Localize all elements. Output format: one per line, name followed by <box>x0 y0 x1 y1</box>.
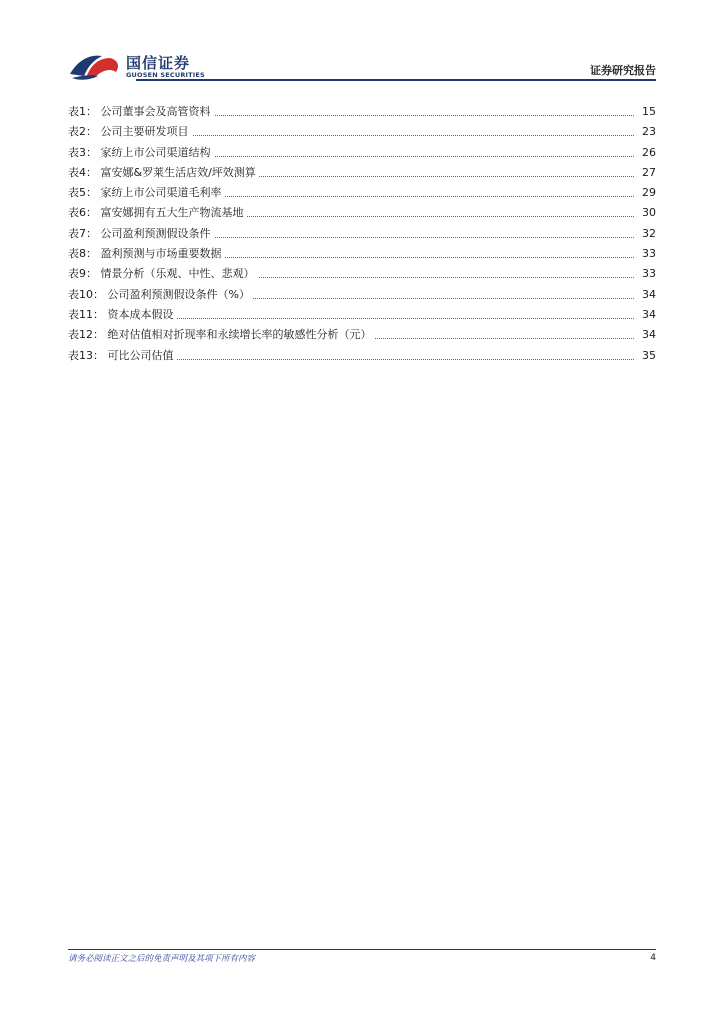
report-type-label: 证券研究报告 <box>590 64 656 77</box>
toc-entry[interactable] <box>68 163 656 183</box>
toc-entry[interactable] <box>68 325 656 345</box>
toc-entry[interactable] <box>68 305 656 325</box>
toc-entry[interactable] <box>68 203 656 223</box>
guosen-logo-icon <box>68 52 122 82</box>
page-number: 4 <box>650 953 656 963</box>
table-of-contents <box>68 102 656 366</box>
toc-entry[interactable] <box>68 346 656 366</box>
toc-entry[interactable] <box>68 244 656 264</box>
toc-entry[interactable] <box>68 143 656 163</box>
toc-entry[interactable] <box>68 285 656 305</box>
toc-entry-label[interactable]: 表3： 家纺上市公司渠道结构 <box>68 143 214 163</box>
toc-entry-label[interactable]: 表4： 富安娜&罗莱生活店效/坪效测算 <box>68 163 259 183</box>
toc-entry[interactable] <box>68 183 656 203</box>
toc-entry-label[interactable]: 表2： 公司主要研发项目 <box>68 122 192 142</box>
toc-entry-label[interactable]: 表8： 盈利预测与市场重要数据 <box>68 244 225 264</box>
toc-entry-label[interactable]: 表6： 富安娜拥有五大生产物流基地 <box>68 203 247 223</box>
toc-entry[interactable] <box>68 264 656 284</box>
footer-disclaimer: 请务必阅读正文之后的免责声明及其项下所有内容 <box>68 954 256 964</box>
toc-entry[interactable] <box>68 122 656 142</box>
toc-entry-page[interactable]: 27 <box>639 163 656 183</box>
toc-entry-page[interactable]: 32 <box>639 224 656 244</box>
toc-entry-page[interactable]: 34 <box>639 305 656 325</box>
toc-entry-page[interactable]: 15 <box>639 102 656 122</box>
toc-entry-label[interactable]: 表5： 家纺上市公司渠道毛利率 <box>68 183 225 203</box>
toc-entry-page[interactable]: 33 <box>639 264 656 284</box>
toc-entry-page[interactable]: 34 <box>639 325 656 345</box>
toc-entry-label[interactable]: 表10： 公司盈利预测假设条件（%） <box>68 285 253 305</box>
toc-entry-page[interactable]: 33 <box>639 244 656 264</box>
header-divider <box>136 79 656 81</box>
toc-entry-page[interactable]: 23 <box>639 122 656 142</box>
toc-entry-page[interactable]: 35 <box>639 346 656 366</box>
toc-entry-label[interactable]: 表7： 公司盈利预测假设条件 <box>68 224 214 244</box>
toc-entry-label[interactable]: 表12： 绝对估值相对折现率和永续增长率的敏感性分析（元） <box>68 325 375 345</box>
logo-english-text: GUOSEN SECURITIES <box>126 71 205 79</box>
toc-entry-page[interactable]: 30 <box>639 203 656 223</box>
toc-entry-label[interactable]: 表11： 资本成本假设 <box>68 305 177 325</box>
toc-entry[interactable] <box>68 224 656 244</box>
toc-entry-page[interactable]: 26 <box>639 143 656 163</box>
toc-entry-label[interactable]: 表9： 情景分析（乐观、中性、悲观） <box>68 264 258 284</box>
footer-divider <box>68 949 656 950</box>
logo-chinese-text: 国信证券 <box>126 54 191 72</box>
toc-entry-label[interactable]: 表13： 可比公司估值 <box>68 346 177 366</box>
toc-entry-page[interactable]: 29 <box>639 183 656 203</box>
toc-entry-label[interactable]: 表1： 公司董事会及高管资料 <box>68 102 214 122</box>
toc-entry-page[interactable]: 34 <box>639 285 656 305</box>
toc-entry[interactable] <box>68 102 656 122</box>
